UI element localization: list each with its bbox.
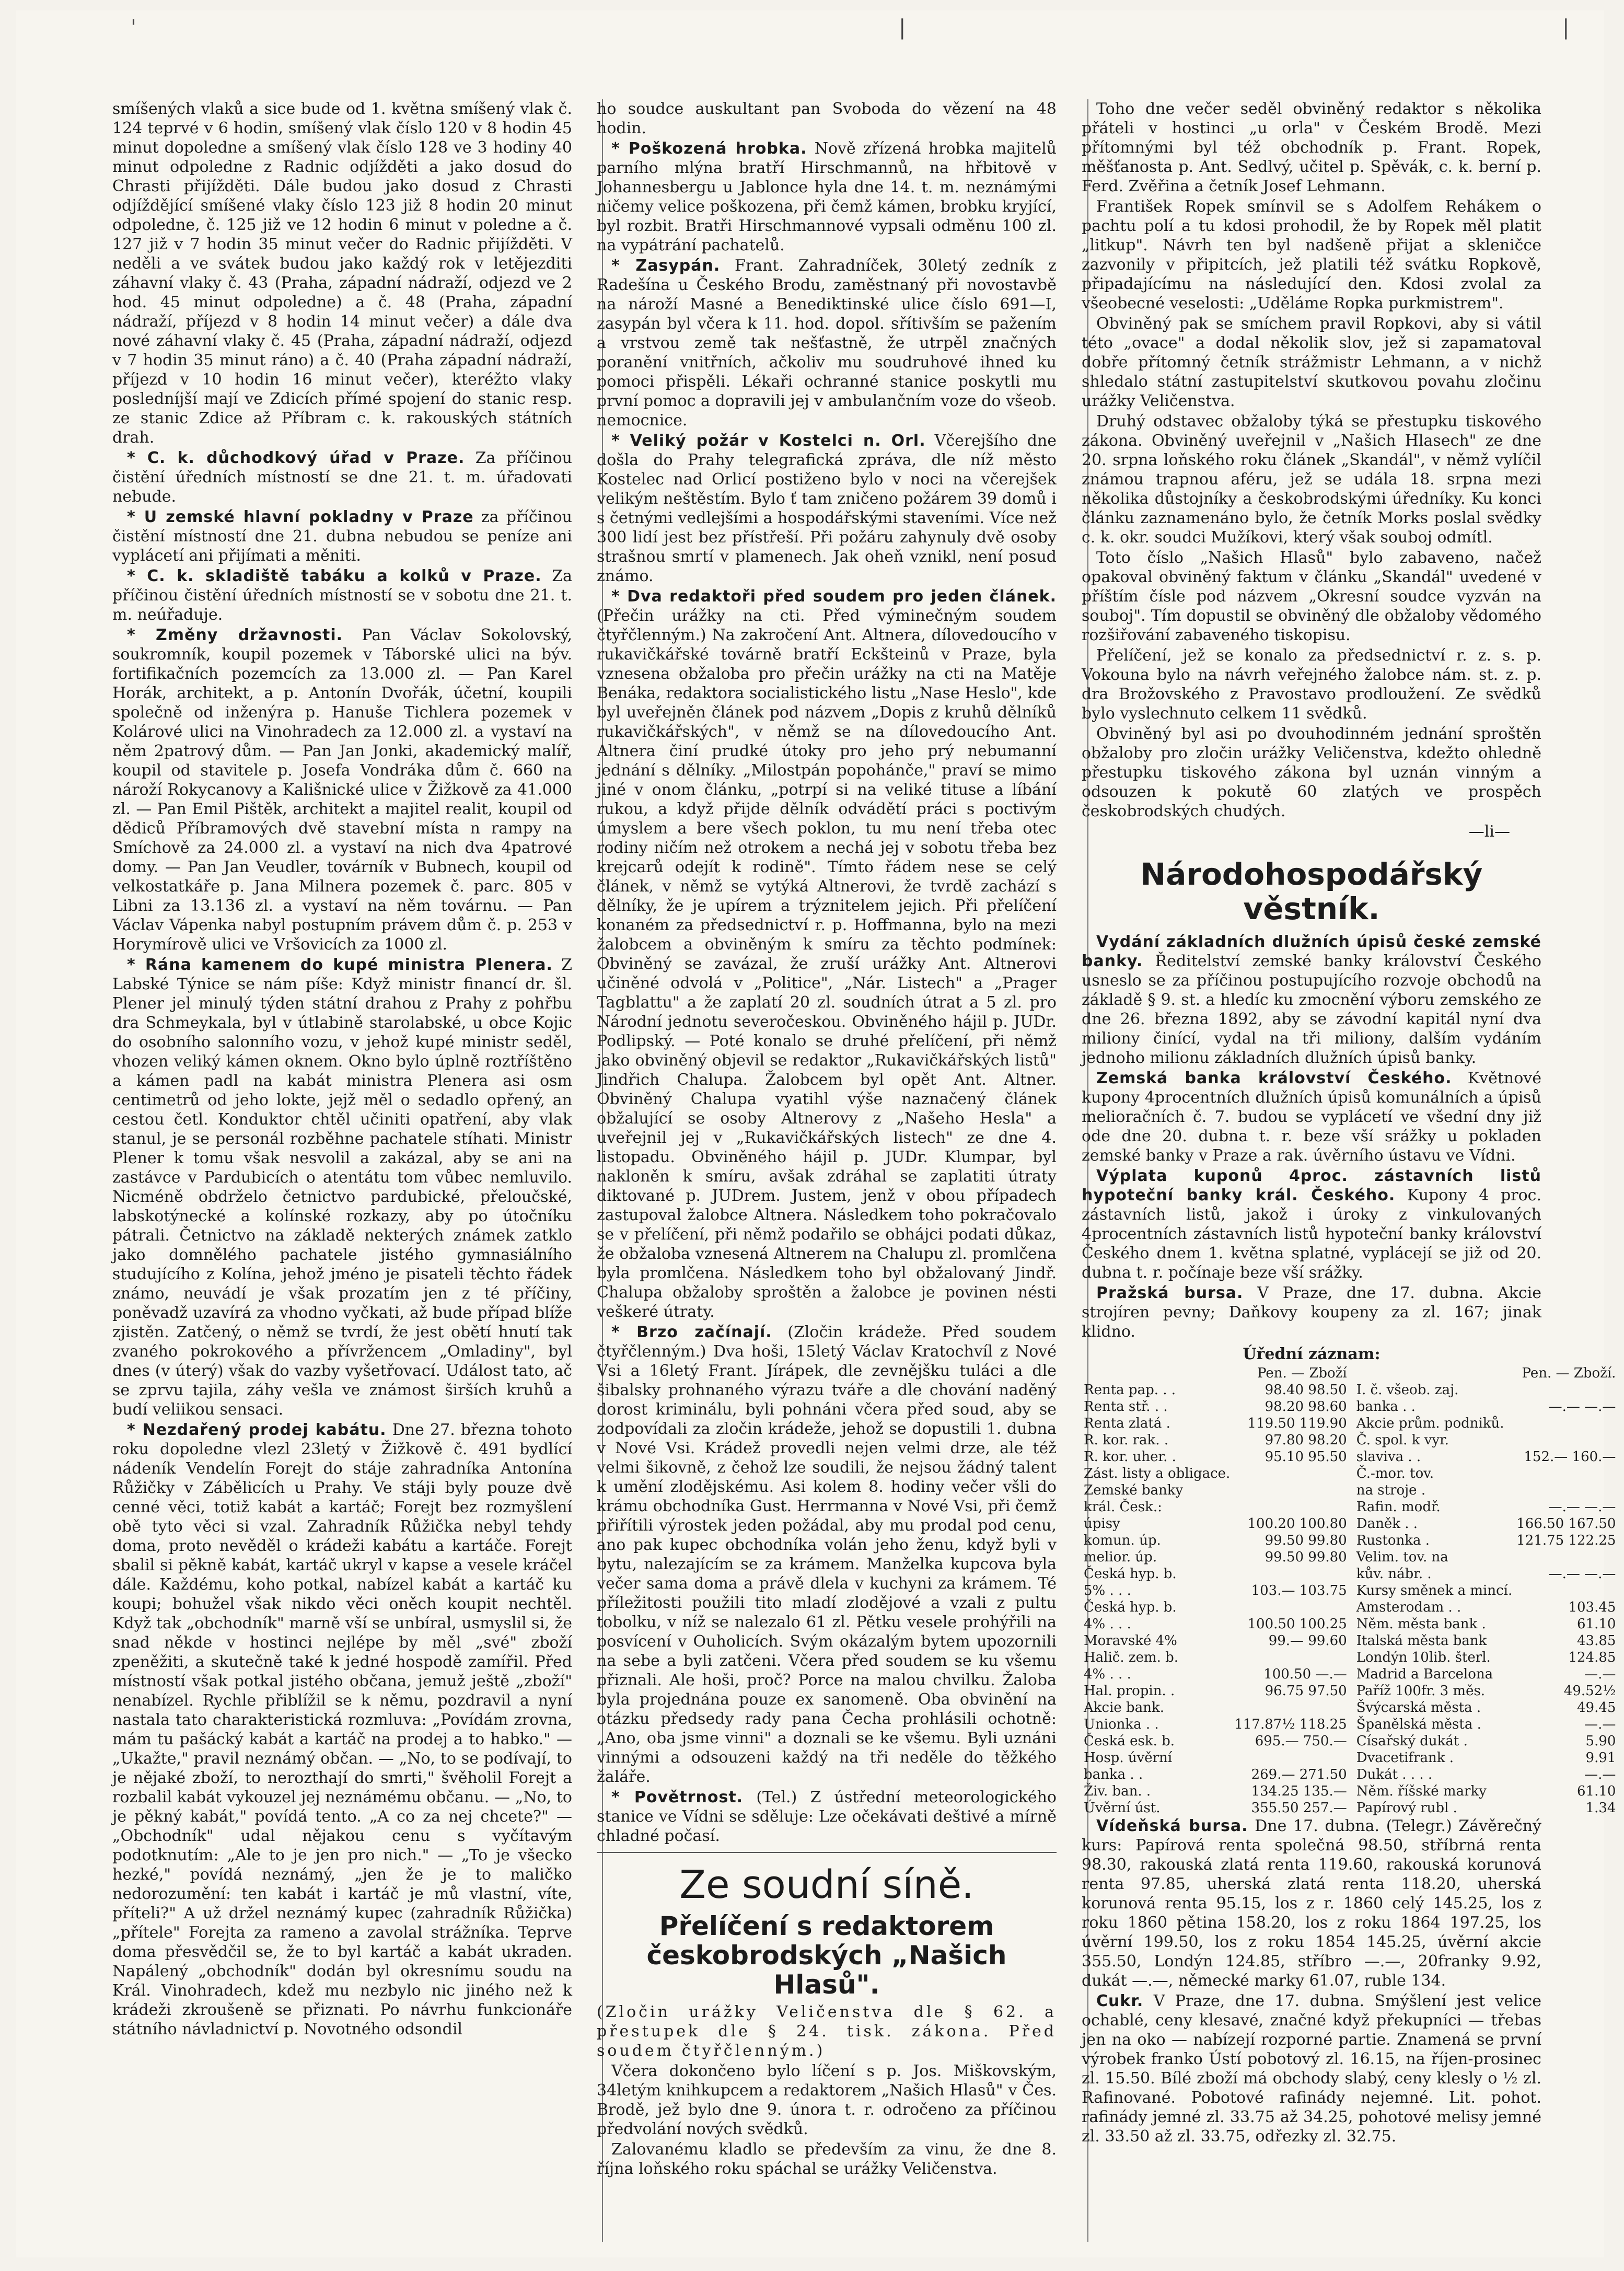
exchange-table-right xyxy=(1354,1365,1618,1816)
table-cell-value: 269.— 271.50 xyxy=(1251,1767,1347,1782)
table-row xyxy=(1354,1382,1618,1398)
article-paragraph: Druhý odstavec obžaloby týká se přestupku tiskového zákona. Obviněný uveřejnil v „Našich Hlasech" ze dne 20. srpna loňského roku článek „Skandál", v němž vylíčil známou trapnou aféru, jež se udála 18. srpna mezi několika důstojníky a českobrodskými úředníky. Ku konci článku zaznamenáno bylo, že četník Morks poslal svědky c. k. okr. soudci Mužíkovi, který však souboj odmítl. xyxy=(1082,412,1541,547)
table-cell-value: 9.91 xyxy=(1585,1750,1616,1766)
table-cell-label: Něm. říšské marky xyxy=(1356,1783,1487,1799)
top-right-mark: | xyxy=(1562,16,1570,40)
table-cell-value xyxy=(1232,1566,1349,1582)
table-cell-label: Č. spol. k vyr. xyxy=(1356,1432,1449,1448)
table-cell-value xyxy=(1232,1482,1349,1499)
table-cell-label: Česká hyp. b. xyxy=(1084,1600,1177,1615)
table-row xyxy=(1082,1683,1349,1699)
article-heading: * Změny državnosti. xyxy=(127,626,343,644)
table-row xyxy=(1082,1515,1349,1532)
table-row xyxy=(1354,1532,1618,1549)
table-cell-value: 100.20 100.80 xyxy=(1247,1516,1347,1532)
table-cell-label: komun. úp. xyxy=(1084,1533,1161,1548)
table-cell-label: Renta stř. . . xyxy=(1084,1399,1168,1415)
table-cell-value: 166.50 167.50 xyxy=(1516,1516,1616,1532)
table-row xyxy=(1354,1733,1618,1749)
table-cell-value xyxy=(1514,1382,1618,1398)
table-row xyxy=(1354,1549,1618,1566)
article-heading: Vídeňská bursa. xyxy=(1096,1817,1248,1835)
table-cell-label: Papírový rubl . xyxy=(1356,1800,1457,1816)
article-body: Z Labské Týnice se nám píše: Když ministr financí dr. šl. Plener jel minulý týden státní drahou z Prahy z pohřbu dra Schmeykala, byl v útlabině starolabské, u obce Kojic do osobního salonního vozu, v jehož kupé ministr seděl, vhozen veliký kámen oknem. Okno bylo úplně roztříštěno a kámen padl na kabát ministra Plenera asi osm centimetrů od jeho lokte, jejž měl o sedadlo opřený, an cestou četl. Konduktor chtěl učiniti opatření, aby vlak stanul, je se personál rozběhne pachatele stíhati. Ministr Plener k tomu však nesvolil a zakázal, aby se ani na zastávce v Pardubicích o atentátu tom vůbec nemluvilo. Nicméně obdrželo četnictvo pardubické, přeloučské, labskotýnecké a kolínské rozkazy, aby po útočníku pátrali. Četnictvo na základě nekterých známek zatklo jako domnělého pachatele jistého gymnasiálního studujícího z Kolína, jehož jméno je pisateli těchto řádek známo, neuvádí je však prozatím jen z té příčiny, poněvadž uzavírá za vhodno vyčkati, až bude případ blíže zjistěn. Zatčený, o němž se tvrdí, že jest obětí hnutí tak zvaného pokrokového a přívržencem „Omladiny", byl dnes (v úterý) však do vazby vyšetřovací. Událost tato, ač se zprvu tajila, záhy vešla ve známost širších kruhů a budí veliikou sensaci. xyxy=(112,956,572,1419)
table-cell-value: Pen. — Zboží xyxy=(1257,1365,1347,1381)
table-row xyxy=(1082,1699,1349,1716)
article-heading: Cukr. xyxy=(1096,1992,1144,2010)
article-title-trial: Přelíčení s redaktorem českobrodských „Našich Hlasů". xyxy=(646,1911,1007,2000)
article-body: Dne 17. dubna. (Telegr.) Závěrečný kurs: Papírová renta společná 98.50, stříbrná renta 98.30, rakouská zlatá renta 119.60, rakouská korunová renta 97.85, uherská zlatá renta 118.20, uherská korunová renta 95.15, los z r. 1860 celý 145.25, los z roku 1860 pětina 158.20, los z roku 1864 197.25, los úvěrní 199.50, los z roku 1854 145.25, úvěrní akcie 355.50, Londýn 124.85, stříbro —.—, 20franky 9.92, dukát —.—, německé marky 61.07, ruble 134. xyxy=(1082,1817,1542,1990)
article-paragraph: Obviněný pak se smíchem pravil Ropkovi, aby si vátil této „ovace" a dodal několik slov, jež si zapamatoval dobře přítomný četník strážmistr Lehmann, a v nichž shledalo státní zastupitelství skutkovou povahu zločinu urážky Veličenstva. xyxy=(1082,315,1541,410)
table-cell-value: 124.85 xyxy=(1568,1650,1616,1665)
table-row xyxy=(1354,1499,1618,1515)
table-cell-value: —.— xyxy=(1584,1666,1616,1682)
article-body: Ředitelství zemské banky království Českého usneslo se za příčinou postupujícího rozvoje obchodů na základě § 9. st. a hledíc ku zmocnění výboru zemského ze dne 26. března 1892, aby se závodní kapitál nyní dva miliony činící, vydal na tři miliony, dalším vydáním jednoho milionu základních dlužních úpisů banky. xyxy=(1082,952,1541,1067)
table-row xyxy=(1082,1566,1349,1582)
table-cell-label: 4% . . . xyxy=(1084,1616,1131,1632)
table-row xyxy=(1354,1666,1618,1683)
table-row xyxy=(1082,1382,1349,1398)
exchange-tables xyxy=(1082,1365,1616,1816)
article-paragraph: (Zločin urážky Veličenstva dle § 62. a přestupek dle § 24. tisk. zákona. Před soudem čtyřčlenným.) xyxy=(597,2003,1057,2060)
table-cell-label: R. kor. uher. . xyxy=(1084,1449,1176,1465)
table-cell-label: Něm. města bank . xyxy=(1356,1616,1486,1632)
table-row xyxy=(1354,1716,1618,1733)
article-body: V Praze, dne 17. dubna. Akcie strojíren pevny; Daňkovy koupeny za zl. 167; jinak klidno. xyxy=(1082,1284,1541,1341)
article-body: Dne 27. března tohoto roku dopoledne vlezl 23letý v Žižkově č. 491 bydlící nádeník Vendelín Forejt do stáje zahradníka Antonína Růžičky v Zábělicích u Prahy. Ve stáji byly pouze dvě cenné věci, totiž kabát a kartáč; Forejt bez rozmyšlení obě tyto věci si vzal. Zahradník Růžička nebyl tehdy doma, proto nevěděl o krádeži kabátu a kartáče. Forejt sbalil si pěkně kabát, kartáč ukryl v kapse a vesele kráčel dále. Každému, koho potkal, nabízel kabát a kartáč ku koupi; bohužel však nikdo věci oněch koupit nechtěl. Když tak „obchodník" marně vší se unbíral, usmyslil si, že snad někde v hostinci nejlépe by měl „své" zboží zpeněžiti, a skutečně také k jedné hospodě zamířil. Před místností však potkal jistého občana, jemuž ještě „zboží" nenabízel. Rychle přiblížil se k němu, pozdravil a nyní nastala tato charakteristická rozmluva: „Povídám zrovna, mám tu pašácký kabát a kartáč na prodej a to habko." — „Ukažte," pravil neznámý občan. — „No, to se podívají, to je nějaké zboží, to nerozthají do smrti," švěholil Forejt a rozbalil kabát vykouzel jej neznámému občanu. — „No, to je pěkný kabát," povídá tento. „A co za nej chcete?" — „Obchodník" udal nějakou cenu s vyčítavým podotknutím: „Ale to je jen pro nich." — „To je všecko hezké," povídá neznámý, „jen že je to maličko nedorozumění: ten kabát i kartáč je mů vlastní, víte, příteli?" A už držel neznámý kupec (zahradník Růžička) „přítele" Forejta za rameno a zavolal strážníka. Teprve doma přesvědčil se, že to byl kartáč a kabát ukraden. Napálený „obchodník" dodán byl okresnímu soudu na Král. Vinohradech, kdež mu nezbylo nic jiného než k krádeži zkroušeně se přiznati. Po návrhu funkcionáře státního návladnictví p. Novotného odsondil xyxy=(112,1421,572,2038)
table-row xyxy=(1082,1499,1349,1515)
table-cell-label: Česká hyp. b. xyxy=(1084,1566,1177,1582)
table-cell-label: Paříž 100fr. 3 měs. xyxy=(1356,1683,1486,1699)
table-cell-value: —.— —.— xyxy=(1548,1566,1616,1582)
table-row xyxy=(1082,1632,1349,1649)
table-cell-label: banka . . xyxy=(1084,1767,1143,1782)
table-cell-label: Rustonka . xyxy=(1356,1533,1430,1548)
table-row xyxy=(1082,1733,1349,1749)
table-row xyxy=(1354,1800,1618,1816)
table-cell-label: Č.-mor. tov. xyxy=(1356,1466,1434,1481)
article-body: Včerejšího dne došla do Prahy telegrafická zpráva, dle níž město Kostelec nad Orlicí postiženo bylo v noci na včerejšek velikým neštěstím. Bylo ť tam zničeno požárem 39 domů i s četnými vedlejšími a hospodářskými staveními. Více než 300 lidí jest bez přístřeší. Při požáru zahynuly dvě osoby strašnou smrtí v plamenech. Jak oheň vznikl, není posud známo. xyxy=(597,432,1057,585)
table-cell-label: Italská města bank xyxy=(1356,1633,1487,1649)
article-body: Za příčinou čistění úředních místností se v sobotu dne 21. t. m. neúřaduje. xyxy=(112,567,572,624)
table-cell-label: Akcie bank. xyxy=(1084,1700,1164,1716)
table-row xyxy=(1354,1449,1618,1465)
table-cell-label: Švýcarská města . xyxy=(1356,1700,1481,1716)
article-paragraph: Toto číslo „Našich Hlasů" bylo zabaveno, načež opakoval obviněný faktum v článku „Skandál" uvedené v příštím čísle pod názvem „Okresní soudce vyzván na souboj". Tím dopustil se obviněný dle obžaloby vědomého rozšiřování zabaveného tiskopisu. xyxy=(1082,549,1541,644)
article-paragraph: Zalovanému kladlo se především za vinu, že dne 8. října loňského roku spáchal se urážky Veličenstva. xyxy=(597,2140,1057,2178)
article-body: V Praze, dne 17. dubna. Smýšlení jest velice ochablé, ceny klesavé, značné když překupníci — třebas jen na oko — nabízejí rozporné partie. Znamená se první výrobek franko Ústí pobotový zl. 16.15, na říjen-prosinec zl. 15.50. Bílé zboží má obchody slabý, ceny klesly o ½ zl. Rafinované. Pobotové rafinády nejemné. Lit. pohot. rafinády jemné zl. 33.75 až 34.25, pohotové melisy jemné zl. 33.50 až zl. 33.75, odřezky zl. 32.75. xyxy=(1082,1992,1541,2146)
article-heading: * Brzo začínají. xyxy=(611,1323,772,1341)
table-row xyxy=(1354,1683,1618,1699)
table-cell-value: 355.50 257.— xyxy=(1251,1800,1347,1816)
table-cell-value: 99.50 99.80 xyxy=(1265,1549,1347,1565)
article-heading: Vydání základních dlužních úpisů české zemské banky. xyxy=(1082,933,1541,970)
table-row xyxy=(1082,1783,1349,1800)
article-heading: * Veliký požár v Kostelci n. Orl. xyxy=(611,432,926,450)
table-row xyxy=(1082,1398,1349,1415)
table-cell-value xyxy=(1514,1465,1618,1482)
table-cell-value: —.— —.— xyxy=(1548,1399,1616,1415)
table-cell-value xyxy=(1514,1415,1618,1432)
section-divider xyxy=(597,1852,1057,1853)
table-cell-value xyxy=(1232,1699,1349,1716)
table-cell-value: 100.50 —.— xyxy=(1263,1666,1347,1682)
column-3 xyxy=(1082,99,1616,2247)
table-cell-value: —.— xyxy=(1584,1767,1616,1782)
article-paragraph: Toho dne večer seděl obviněný redaktor s několika přáteli v hostinci „u orla" v Českém Brodě. Mezi přítomnými byl též obchodník p. Frant. Ropek, měšťanosta p. Ant. Sedlvý, učitel p. Spěvák, c. k. berní p. Ferd. Zvěřina a četník Josef Lehmann. xyxy=(1082,100,1541,195)
article-body: Kupony 4 proc. zástavních listů, jakož i úroky z vinkulovaných 4procentních zástavních listů hypoteční banky království Českého dnem 1. května splatné, vyplácejí se již od 20. dubna t. r. počínaje beze vší srážky. xyxy=(1082,1186,1541,1282)
article-body: (Přečin urážky na cti. Před výminečným soudem čtyřčlenným.) Na zakročení Ant. Altnera, dílovedoucího v rukavičkářské továrně bratří Eckšteinů v Praze, byla vznesena obžaloba pro přečin urážky na cti na Matěje Benáka, redaktora socialistického listu „Nase Heslo", kde byl uveřejněn článek pod názvem „Dopis z kruhů dělníků rukavičkářských", v němž se na dílovedoucího Ant. Altnera činí prudké útoky pro jeho prý nebumanní jednání s dělníky. „Milostpán popohánče," praví se mimo jiné v onom článku, „potrpí si na veliké tituse a líbání rukou, a když přijde dělník odvádětí práci s poctivým úmyslem a bere všech poklon, tu mu není třeba otec rodiny ničím než otrokem a nechá jej v sobotu třeba bez krejcarů odejít k rodině". Tímto řádem nese se celý článek, v němž se vytýká Altnerovi, že tvrdě zachází s dělníky, že je upírem a trýznitelem jejich. Při přelíčení konaném za předsednictví r. p. Hoffmanna, bylo na mezi žalobcem a obviněným k smíru za těchto podmínek: Obviněný se zavázal, že zruší urážky Ant. Altnerovi učiněné odvolá v „Politice", „Nár. Listech" a „Prager Tagblattu" a že zaplatí 20 zl. soudních útrat a 5 zl. pro Národní jednotu severočeskou. Obviněného hájil p. JUDr. Podlipský. — Poté konalo se druhé přelíčení, při němž jako obviněný objevil se redaktor „Rukavičkářských listů" Jindřich Chalupa. Žalobcem byl opět Ant. Altner. Obviněný Chalupa vyatihl výše naznačený článek obžalující se osoby Altnerovy z „Našeho Hesla" a uveřejnil jej v „Rukavičkářských listech" ze dne 4. listopadu. Obviněného hájil p. JUDr. Klumpar, byl nakloněn k smíru, avšak zdráhal se zaplatiti útraty diktované p. JUDrem. Justem, jenž v obou případech zastupoval žalobce Altnera. Následkem toho pokračovalo se v přelíčení, při němž podařilo se obhájci podati důkaz, že obžaloba vznesená Altnerem na Chalupu zl. promlčena byla promlčena. Následkem toho byl obžalovaný Jindř. Chalupa obžaloby sproštěn a žalobce je povinen nésti veškeré útraty. xyxy=(597,607,1057,1321)
article-paragraph: František Ropek smínvil se s Adolfem Rehákem o pachtu polí a tu kdosi prohodil, že by Ropek měl platit „litkup". Návrh ten byl nadšeně přijat a skleničce zazvonily v připitcích, jež platili též svátku Ropkově, připadajícímu na následující den. Kdosi zvolal za všeobecné veselosti: „Uděláme Ropka purkmistrem". xyxy=(1082,198,1541,312)
table-row xyxy=(1082,1666,1349,1683)
section-title-economy: Národohospodářský věstník. xyxy=(1140,856,1483,926)
table-cell-value xyxy=(1514,1549,1618,1566)
author-signature: —li— xyxy=(1468,822,1510,841)
section-title-court: Ze soudní síně. xyxy=(679,1862,974,1907)
table-row xyxy=(1354,1649,1618,1666)
table-cell-value: 99.50 99.80 xyxy=(1265,1533,1347,1548)
table-cell-label: Kursy směnek a mincí. xyxy=(1356,1583,1513,1598)
table-cell-value xyxy=(1232,1749,1349,1766)
article-heading: Zemská banka království Českého. xyxy=(1096,1069,1452,1087)
table-row xyxy=(1082,1582,1349,1599)
article-heading: * Poškozená hrobka. xyxy=(611,140,807,158)
article-heading: * C. k. důchodkový úřad v Praze. xyxy=(127,449,465,467)
table-cell-label: kův. nábr. . xyxy=(1356,1566,1432,1582)
table-cell-value: 96.75 97.50 xyxy=(1265,1683,1347,1699)
table-row xyxy=(1082,1800,1349,1816)
article-heading: * Zasypán. xyxy=(611,257,721,275)
article-body: (Zločin krádeže. Před soudem čtyřčlenným.) Dva hoši, 15letý Václav Kratochvíl z Nové Vsi a 16letý Frant. Jírápek, dle zevnějšku tuláci a dle šibalsky prohnaného výrazu tváře a dle chování naděný dorost kriminálu, byli pohnáni včera před soud, aby se zodpovídali za zločin krádeže, jehož se dopustili 1. dubna v Nové Vsi. Krádež provedli nejen velmi drze, ale též velmi šikovně, z čehož lze soudili, že nejsou žádný talent k umění zlodějskému. Asi kolem 8. hodiny večer všli do krámu obchodníka Gust. Herrmanna v Nové Vsi, při čemž přiřítili výrostek jeden požádal, aby mu prodal pod cenu, ano pak kupec obchodníka volán jeho ženu, když byli v bytu, nalezajícím se za krámem. Manželka kupcova byla večer sama doma a právě dlela v kuchyni za krámem. Té příležitosti použili tito mladí zlodějové a vzali z pultu tobolku, v níž se nalezalo 61 zl. Pětku vesele prohýřili na posvícení v Ouholicích. Svým okázalým bytem upozornili na sebe a byli zatčeni. Včera před soudem se ku všemu přiznali. Ale hoši, proč? Porce na malou chvilku. Žaloba byla projednána pouze ex sanomeně. Oba obvinění na otázku předsedy rady pana Čecha prohlásili ochotně: „Ano, oba jsme vinni" a doznali se ke všemu. Byli uznáni vinnými a odsouzeni každý na tři neděle do těžkého žaláře. xyxy=(597,1323,1057,1786)
article-paragraph: Přelíčení, jež se konalo za předsednictví r. z. s. p. Vokouna bylo na návrh veřejného žalobce nám. st. z. p. dra Brožovského z Pravostavo prodloužení. Ze svědků bylo vyslechnuto celkem 11 svědků. xyxy=(1082,646,1541,723)
article-body: Květnové kupony 4procentních dlužních úpisů komunálních a úpisů melioračních č. 7. budou se vyplácetí ve všední dny již ode dne 20. dubna t. r. beze vší srážky u pokladen zemské banky v Praze a rak. úvěrního ústavu ve Vídni. xyxy=(1082,1069,1541,1165)
table-row xyxy=(1354,1699,1618,1716)
table-cell-value: —.— xyxy=(1584,1717,1616,1732)
table-cell-label: úpisy xyxy=(1084,1516,1120,1532)
article-heading: * U zemské hlavní pokladny v Praze xyxy=(127,508,474,526)
table-cell-value: 100.50 100.25 xyxy=(1247,1616,1347,1632)
table-cell-label: Renta zlatá . xyxy=(1084,1416,1170,1431)
table-row xyxy=(1354,1616,1618,1632)
table-row xyxy=(1082,1465,1349,1482)
table-cell-value xyxy=(1232,1649,1349,1666)
table-cell-label: slaviva . . xyxy=(1356,1449,1421,1465)
table-row xyxy=(1354,1415,1618,1432)
table-cell-label xyxy=(1082,1365,1232,1382)
table-cell-label: Živ. ban. . xyxy=(1084,1783,1151,1799)
table-row xyxy=(1082,1549,1349,1566)
table-row xyxy=(1082,1415,1349,1432)
article-paragraph: smíšených vlaků a sice bude od 1. května smíšený vlak č. 124 teprvé v 6 hodin, smíšený vlak číslo 120 v 8 hodin 45 minut dopoledne a smíšený vlak číslo 128 ve 3 hodiny 40 minut odpoledne z Radnic odjížděti a jako dosud do Chrasti přijížděti. Dále budou jako dosud z Chrasti odjíždějící smíšené vlaky číslo 123 již 8 hodin 20 minut odpoledne, č. 125 již ve 12 hodin 6 minut v poledne a č. 127 již v 7 hodin 35 minut večer do Radnic přijížděti. V neděli a ve svátek budou jako každý rok v letějezditi záhavní vlaky č. 43 (Praha, západní nádraží, odjezd ve 2 hod. 45 minut odpoledne) a č. 48 (Praha, západní nádraží, příjezd v 8 hodin 14 minut večer) a dále dva nové záhavní vlaky č. 45 (Praha, západní nádraží, odjezd v 7 hodin 35 minut ráno) a č. 40 (Praha západní nádraží, příjezd v 10 hodin 16 minut večer), kteréžto vlaky posledníjší mají ve Zdicích přímé spojení do stanic resp. ze stanic Zdice až Příbram c. k. rakouských státních drah. xyxy=(112,100,572,447)
article-columns xyxy=(112,99,1616,2247)
table-row xyxy=(1354,1632,1618,1649)
table-cell-label: R. kor. rak. . xyxy=(1084,1432,1169,1448)
table-cell-label: 4% . . . xyxy=(1084,1666,1131,1682)
table-row xyxy=(1354,1766,1618,1783)
article-heading: Pražská bursa. xyxy=(1096,1284,1244,1302)
table-cell-label: Císařský dukát . xyxy=(1356,1733,1468,1749)
table-cell-label: Dukát . . . . xyxy=(1356,1767,1433,1782)
table-cell-label: Španělská města . xyxy=(1356,1717,1481,1732)
article-heading: * Nezdařený prodej kabátu. xyxy=(127,1421,387,1439)
table-cell-label: melior. úp. xyxy=(1084,1549,1157,1565)
table-row xyxy=(1082,1449,1349,1465)
article-heading: * Rána kamenem do kupé ministra Plenera. xyxy=(127,956,553,974)
table-cell-label: Zást. listy a obligace. xyxy=(1084,1466,1231,1481)
article-heading: * C. k. skladiště tabáku a kolků v Praze. xyxy=(127,567,542,585)
table-row xyxy=(1354,1599,1618,1616)
table-cell-label: Akcie prům. podniků. xyxy=(1356,1416,1504,1431)
table-cell-label: Dvacetifrank . xyxy=(1356,1750,1454,1766)
table-cell-value: 61.10 xyxy=(1577,1616,1616,1632)
table-cell-label: Česká esk. b. xyxy=(1084,1733,1175,1749)
table-cell-value xyxy=(1232,1465,1349,1482)
table-cell-label: Halič. zem. b. xyxy=(1084,1650,1179,1665)
table-cell-value: 117.87½ 118.25 xyxy=(1234,1717,1347,1732)
top-center-mark: | xyxy=(899,16,906,40)
table-cell-value: 134.25 135.— xyxy=(1251,1783,1347,1799)
table-cell-label: Velim. tov. na xyxy=(1356,1549,1448,1565)
table-row xyxy=(1354,1365,1618,1382)
table-row xyxy=(1354,1783,1618,1800)
article-paragraph: Včera dokončeno bylo líčení s p. Jos. Miškovským, 34letým knihkupcem a redaktorem „Našich Hlasů" v Čes. Brodě, jež bylo dne 9. února t. r. odročeno za příčinou předvolání nových svědků. xyxy=(597,2062,1057,2138)
table-row xyxy=(1082,1599,1349,1616)
table-row xyxy=(1354,1749,1618,1766)
table-cell-value: 61.10 xyxy=(1577,1783,1616,1799)
table-cell-value: 103.45 xyxy=(1568,1600,1616,1615)
table-cell-label: Daněk . . xyxy=(1356,1516,1418,1532)
table-row xyxy=(1082,1365,1349,1382)
table-row xyxy=(1082,1716,1349,1733)
article-body: Pan Václav Sokolovský, soukromník, koupil pozemek v Táborské ulici na býv. fortifikačních pozemcích za 13.000 zl. — Pan Karel Horák, architekt, a p. Antonín Dvořák, účetní, koupili společně od inženýra p. Hanuše Tichlera pozemek v Kolárové ulici na Vinohradech za 12.000 zl. a vystaví na něm 2patrový dům. — Pan Jan Jonki, akademický malíř, koupil od stavitele p. Josefa Vondráka dům č. 660 na nároží Rokycanovy a Kališnické ulice v Žižkově za 41.000 zl. — Pan Emil Pištěk, architekt a majitel realit, koupil od dědiců Příbramových dvě stavební místa n rampy na Smíchově za 24.000 zl. a vystaví na nich dva 4patrové domy. — Pan Jan Veudler, továrník v Bubnech, koupil od velkostatkáře p. Jana Milnera pozemek č. parc. 805 v Libni za 13.136 zl. a vystaví na něm továrnu. — Pan Václav Vápenka nabyl postupním právem dům č. p. 253 v Horymírově ulici ve Vršovicích za 1000 zl. xyxy=(112,626,572,954)
exchange-table-left xyxy=(1082,1365,1349,1816)
table-cell-label: Renta pap. . . xyxy=(1084,1382,1176,1398)
table-cell-value xyxy=(1514,1582,1618,1599)
table-row xyxy=(1082,1766,1349,1783)
article-paragraph: ho soudce auskultant pan Svoboda do vězení na 48 hodin. xyxy=(597,100,1057,137)
table-row xyxy=(1082,1649,1349,1666)
table-cell-label: Zemské banky xyxy=(1084,1482,1184,1498)
table-cell-label: 5% . . . xyxy=(1084,1583,1131,1598)
table-row xyxy=(1082,1616,1349,1632)
table-row xyxy=(1354,1566,1618,1582)
table-row xyxy=(1354,1515,1618,1532)
top-left-mark: ' xyxy=(131,16,136,40)
table-row xyxy=(1082,1532,1349,1549)
table-cell-label: Amsterodam . . xyxy=(1356,1600,1461,1615)
table-row xyxy=(1354,1582,1618,1599)
article-body: Nově zřízená hrobka majitelů parního mlýna bratří Hirschmannů, na hřbitově v Johannesbergu u Jablonce hyla dne 14. t. m. neznámými ničemy velice poškozena, při čemž kámen, brobku kryjící, byl rozbit. Bratři Hirschmannové vypsali odměnu 100 zl. na vypátrání pachatelů. xyxy=(597,140,1057,254)
table-row xyxy=(1354,1398,1618,1415)
table-cell-value: 97.80 98.20 xyxy=(1265,1432,1347,1448)
table-cell-value: 49.45 xyxy=(1577,1700,1616,1716)
table-cell-value: 95.10 95.50 xyxy=(1265,1449,1347,1465)
article-heading: * Povětrnost. xyxy=(611,1788,744,1806)
table-cell-label: Úvěrní úst. xyxy=(1084,1800,1161,1816)
exchange-table-title: Úřední záznam: xyxy=(1243,1345,1381,1363)
article-body: Za příčinou čistění úředních místností se dne 21. t. m. úřadovati nebude. xyxy=(112,449,572,506)
table-cell-value xyxy=(1514,1432,1618,1449)
table-cell-value xyxy=(1232,1499,1349,1515)
table-row xyxy=(1354,1482,1618,1499)
article-body: za příčinou čistění místností dne 21. dubna nebudou se peníze ani vyplácetí ani přijímati a měniti. xyxy=(112,508,572,565)
table-cell-value: 49.52½ xyxy=(1563,1683,1616,1699)
table-cell-value xyxy=(1232,1599,1349,1616)
column-2 xyxy=(597,99,1057,2247)
table-row xyxy=(1082,1749,1349,1766)
table-row xyxy=(1082,1432,1349,1449)
table-row xyxy=(1082,1482,1349,1499)
table-cell-label: Londýn 10lib. šterl. xyxy=(1356,1650,1491,1665)
article-body: Frant. Zahradníček, 30letý zedník z Radešína u Českého Brodu, zaměstnaný při novostavbě na nároží Masné a Benediktinské ulice číslo 691—I, zasypán byl včera k 11. hod. dopol. sřítivším se pažením a vrstvou země tak nešťastně, že utrpěl značných poranění vnitřních, ačkoliv mu soudruhové ihned ku pomoci přispěli. Lékaři ochranné stanice poskytli mu první pomoc a dopravili jej v ambulančním voze do všeob. nemocnice. xyxy=(597,257,1057,430)
table-cell-label: Moravské 4% xyxy=(1084,1633,1177,1649)
table-cell-value xyxy=(1514,1482,1618,1499)
table-cell-label: Hosp. úvěrní xyxy=(1084,1750,1173,1766)
table-cell-value: 5.90 xyxy=(1585,1733,1616,1749)
table-cell-value: 99.— 99.60 xyxy=(1268,1633,1347,1649)
table-cell-value: 98.20 98.60 xyxy=(1265,1399,1347,1415)
table-cell-label: Rafin. modř. xyxy=(1356,1499,1441,1515)
table-cell-value: 119.50 119.90 xyxy=(1247,1416,1347,1431)
table-cell-label: Madrid a Barcelona xyxy=(1356,1666,1493,1682)
table-cell-value: 1.34 xyxy=(1585,1800,1616,1816)
article-heading: * Dva redaktoři před soudem pro jeden článek. xyxy=(611,587,1057,606)
table-cell-value: 103.— 103.75 xyxy=(1251,1583,1347,1598)
page-top-marks xyxy=(0,16,1624,47)
table-cell-value: —.— —.— xyxy=(1548,1499,1616,1515)
column-1 xyxy=(112,99,572,2247)
table-row xyxy=(1354,1432,1618,1449)
table-cell-value: 152.— 160.— xyxy=(1524,1449,1616,1465)
table-cell-label: Hal. propin. . xyxy=(1084,1683,1175,1699)
table-cell-label: Unionka . . xyxy=(1084,1717,1159,1732)
table-cell-value: 43.85 xyxy=(1577,1633,1616,1649)
table-cell-label: král. Česk.: xyxy=(1084,1499,1162,1515)
table-row xyxy=(1354,1465,1618,1482)
table-cell-value: 98.40 98.50 xyxy=(1265,1382,1347,1398)
table-cell-label: banka . . xyxy=(1356,1399,1416,1415)
article-body: (Tel.) Z ústřední meteorologického stanice ve Vídni se sděluje: Lze očekávati deštivé a mírně chladné počasí. xyxy=(597,1788,1057,1845)
table-cell-value: 695.— 750.— xyxy=(1255,1733,1347,1749)
table-cell-label: I. č. všeob. zaj. xyxy=(1356,1382,1459,1398)
article-heading: Výplata kuponů 4proc. zástavních listů hypoteční banky král. Českého. xyxy=(1082,1167,1541,1204)
table-cell-value: 121.75 122.25 xyxy=(1516,1533,1616,1548)
table-cell-label xyxy=(1354,1365,1514,1382)
table-cell-label: na stroje . xyxy=(1356,1482,1426,1498)
article-paragraph: Obviněný byl asi po dvouhodinném jednání sproštěn obžaloby pro zločin urážky Veličenstva, kdežto ohledně přestupku tiskového zákona byl uznán vinným a odsouzen k pokutě 60 zlatých ve prospěch českobrodských chudých. xyxy=(1082,725,1541,820)
table-cell-value: Pen. — Zboží. xyxy=(1522,1365,1616,1381)
